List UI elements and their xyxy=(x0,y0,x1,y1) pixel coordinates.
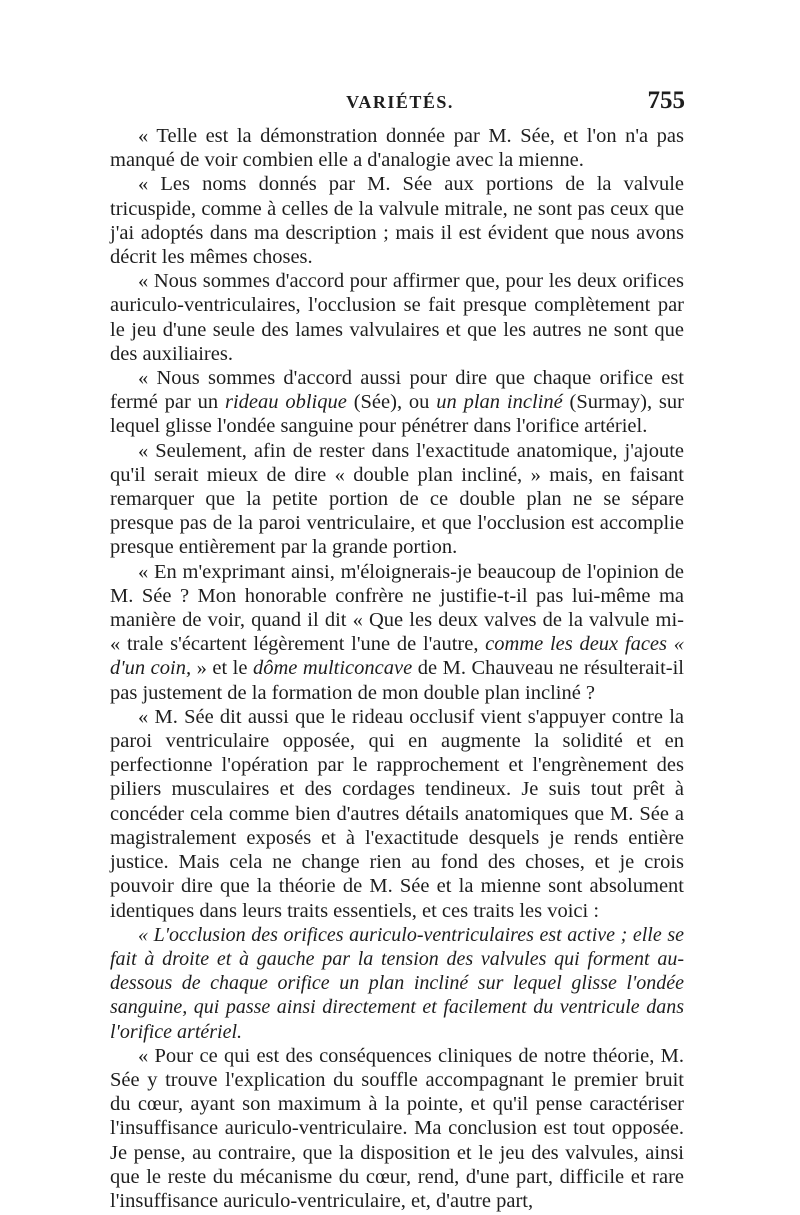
paragraph xyxy=(110,439,684,560)
italic-text: dôme multiconcave xyxy=(253,657,413,680)
text-run: « M. Sée dit aussi que le rideau occlusif vient s'appuyer contre la paroi ventriculaire opposée, qui en augmente la solidité et en perfectionne l'opération par le rapprochement et l'engrènement des piliers musculaires et des cordages tendineux. Je suis tout prêt à concéder cela comme bien d'autres détails anatomiques que M. Sée a magistralement exposés et à l'exactitude desquels je rends entière justice. Mais cela ne change rien au fond des choses, et je crois pouvoir dire que la théorie de M. Sée et la mienne sont absolument identiques dans leurs traits essentiels, et ces traits les voici : xyxy=(110,705,684,922)
paragraph xyxy=(110,366,684,439)
text-run: « En m'exprimant ainsi, m'éloignerais-je beaucoup de l'opinion de M. Sée ? Mon honorable confrère ne justifie-t-il pas lui-même ma manière de voir, quand il dit « Que les deux valves de la valvule mi- « trale s'écartent légèrement l'une de l'autre, xyxy=(110,560,684,656)
paragraph xyxy=(110,923,684,1044)
body-text xyxy=(110,124,684,1213)
text-run: (Sée), ou xyxy=(346,391,437,414)
text-run: « Nous sommes d'accord pour affirmer que, pour les deux orifices auriculo-ventriculaires, l'occlusion se fait presque complètement par le jeu d'une seule des lames valvulaires et que les autres ne sont que des auxiliaires. xyxy=(110,270,684,365)
text-run: (Surmay), sur lequel glisse l'ondée sanguine pour pénétrer dans l'orifice artériel. xyxy=(110,391,684,438)
italic-text: rideau oblique xyxy=(225,391,347,414)
text-run: « Pour ce qui est des conséquences cliniques de notre théorie, M. Sée y trouve l'explication du souffle accompagnant le premier bruit du cœur, ayant son maximum à la pointe, et qu'il pense caractériser l'insuffisance auriculo-ventriculaire. Ma conclusion est tout opposée. Je pense, au contraire, que la disposition et le jeu des valvules, ainsi que le reste du mécanisme du cœur, rend, d'une part, difficile et rare l'insuffisance auriculo-ventriculaire, et, d'autre part, xyxy=(110,1044,684,1212)
italic-text: comme les deux faces « d'un coin, xyxy=(110,633,684,680)
text-run: de M. Chauveau ne résulterait-il pas justement de la formation de mon double plan incliné ? xyxy=(110,657,685,704)
italic-text: un plan incliné xyxy=(436,391,563,414)
paragraph xyxy=(110,172,684,269)
page-number: 755 xyxy=(647,87,685,114)
text-run: « L'occlusion des orifices auriculo-ventriculaires est active ; elle se fait à droite et à gauche par la tension des valvules qui forment au-dessous de chaque orifice un plan incliné sur lequel glisse l'ondée sanguine, qui passe ainsi directement et facilement du ventricule dans l'orifice artériel. xyxy=(110,923,684,1043)
running-title: VARIÉTÉS. xyxy=(346,92,454,112)
text-run: » et le xyxy=(191,657,253,680)
text-run: « Les noms donnés par M. Sée aux portions de la valvule tricuspide, comme à celles de la valvule mitrale, ne sont pas ceux que j'ai adoptés dans ma description ; mais il est évident que nous avons décrit les mêmes choses. xyxy=(110,173,684,269)
paragraph xyxy=(110,124,684,172)
paragraph xyxy=(110,1044,684,1213)
page-header xyxy=(0,87,800,120)
text-run: « Telle est la démonstration donnée par M. Sée, et l'on n'a pas manqué de voir combien elle a d'analogie avec la mienne. xyxy=(110,125,684,172)
paragraph xyxy=(110,560,684,705)
text-run: « Seulement, afin de rester dans l'exactitude anatomique, j'ajoute qu'il serait mieux de dire « double plan incliné, » mais, en faisant remarquer que la petite portion de ce double plan ne se sépare presque pas de la paroi ventriculaire, et que l'occlusion est accomplie presque entièrement par la grande portion. xyxy=(110,439,684,559)
text-run: « Nous sommes d'accord aussi pour dire que chaque orifice est fermé par un xyxy=(110,367,684,414)
paragraph xyxy=(110,269,684,366)
paragraph xyxy=(110,705,684,923)
